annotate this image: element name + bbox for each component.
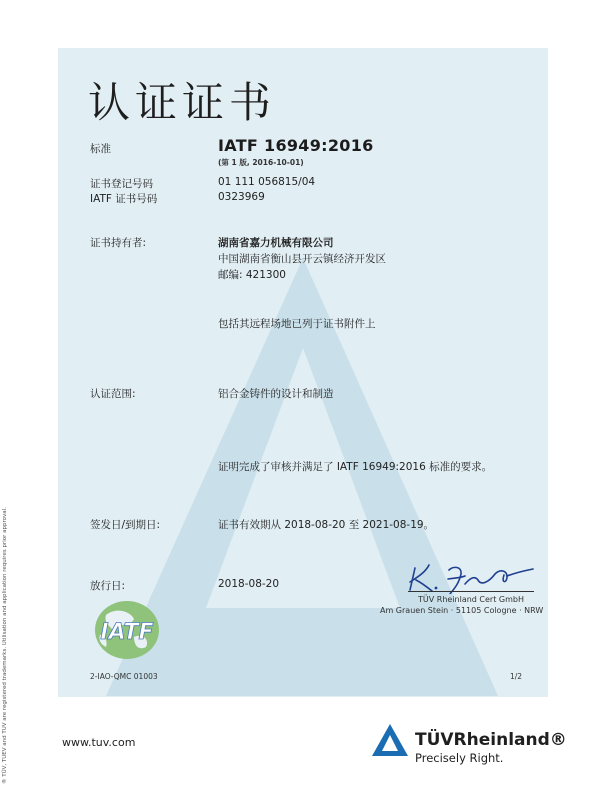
standard-label: 标准	[90, 143, 111, 155]
holder-company: 湖南省嘉力机械有限公司	[218, 237, 334, 249]
standard-edition: (第 1 版, 2016-10-01)	[218, 158, 304, 167]
issuer-company: TÜV Rheinland Cert GmbH	[418, 595, 524, 604]
holder-postcode: 邮编: 421300	[218, 269, 286, 281]
scope-label: 认证范围:	[90, 388, 136, 400]
validity-label: 签发日/到期日:	[90, 519, 161, 531]
remote-sites-note: 包括其远程场地已列于证书附件上	[218, 318, 376, 330]
brand-name: TÜVRheinland®	[415, 730, 567, 750]
trademark-side-note: ® TÜV, TUEV and TUV are registered trademarks. Utilisation and application requires prior approval.	[2, 507, 8, 784]
form-code: 2-IAO-QMC 01003	[90, 672, 158, 681]
holder-label: 证书持有者:	[90, 237, 147, 249]
signature-line	[408, 591, 534, 592]
scope-value: 铝合金铸件的设计和制造	[218, 388, 334, 400]
release-label: 放行日:	[90, 580, 126, 592]
page-number: 1/2	[510, 672, 523, 681]
iatf-number-label: IATF 证书号码	[90, 193, 158, 205]
standard-value: IATF 16949:2016	[218, 136, 374, 155]
holder-address: 中国湖南省衡山县开云镇经济开发区	[218, 253, 386, 265]
tuv-triangle-logo-icon	[370, 722, 410, 758]
signature-icon	[405, 560, 540, 594]
validity-value: 证书有效期从 2018-08-20 至 2021-08-19。	[218, 519, 435, 531]
iatf-logo-text: IATF	[100, 620, 154, 645]
issuer-address: Am Grauen Stein · 51105 Cologne · NRW	[380, 606, 544, 615]
brand-slogan: Precisely Right.	[415, 751, 504, 765]
iatf-globe-logo-icon	[86, 597, 168, 663]
registration-number: 01 111 056815/04	[218, 176, 316, 188]
audit-statement: 证明完成了审核并满足了 IATF 16949:2016 标准的要求。	[218, 461, 493, 473]
registration-label: 证书登记号码	[90, 178, 153, 190]
certificate-title: 认证证书	[88, 78, 277, 127]
release-date: 2018-08-20	[218, 578, 280, 590]
footer-url-link[interactable]: www.tuv.com	[62, 736, 136, 749]
iatf-number: 0323969	[218, 191, 265, 203]
